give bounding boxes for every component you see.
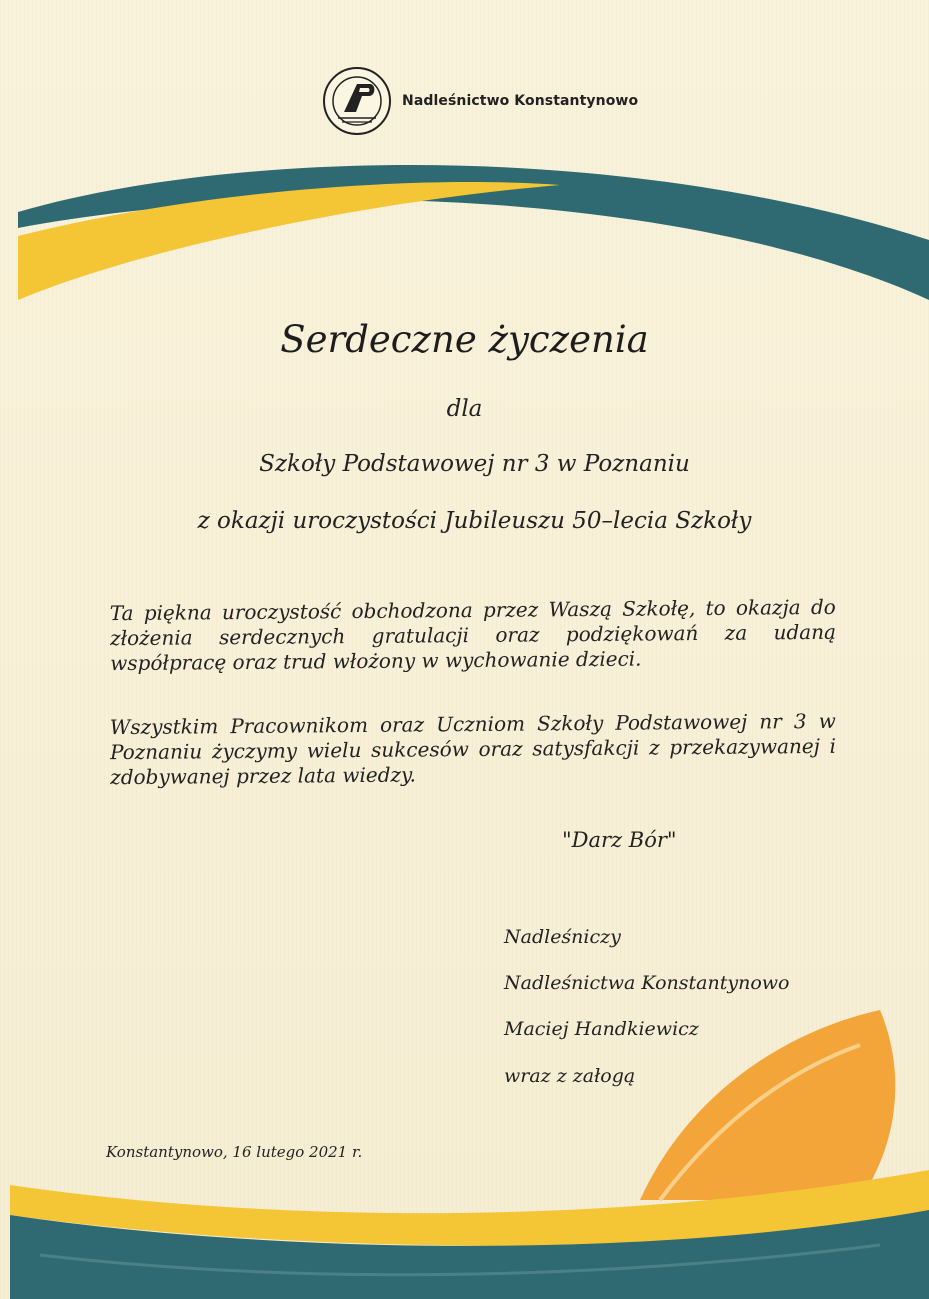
signature-institution: Nadleśnictwa Konstantynowo	[504, 972, 790, 994]
lasy-panstwowe-logo-icon	[322, 66, 392, 136]
letter-title: Serdeczne życzenia	[280, 318, 649, 361]
letterhead	[322, 66, 638, 136]
organization-name: Nadleśnictwo Konstantynowo	[402, 93, 639, 109]
paragraph-1: Ta piękna uroczystość obchodzona przez Waszą Szkołę, to okazja do złożenia serdecznych gratulacji oraz podziękowań za udaną współpracę oraz trud włożony w wychowanie dzieci.	[109, 594, 837, 676]
paragraph-2: Wszystkim Pracownikom oraz Uczniom Szkoły Podstawowej nr 3 w Poznaniu życzymy wielu sukcesów oraz satysfakcji z przekazywanej i zdobywanej przez lata wiedzy.	[109, 708, 837, 790]
for-label: dla	[446, 396, 483, 422]
signature-with-team: wraz z załogą	[504, 1065, 636, 1087]
recipient: Szkoły Podstawowej nr 3 w Poznaniu	[259, 451, 690, 477]
signature-role: Nadleśniczy	[504, 926, 621, 948]
place-date: Konstantynowo, 16 lutego 2021 r.	[106, 1143, 363, 1161]
signature-name: Maciej Handkiewicz	[504, 1018, 699, 1040]
motto: "Darz Bór"	[562, 828, 677, 852]
occasion: z okazji uroczystości Jubileuszu 50–lecia Szkoły	[197, 508, 752, 534]
